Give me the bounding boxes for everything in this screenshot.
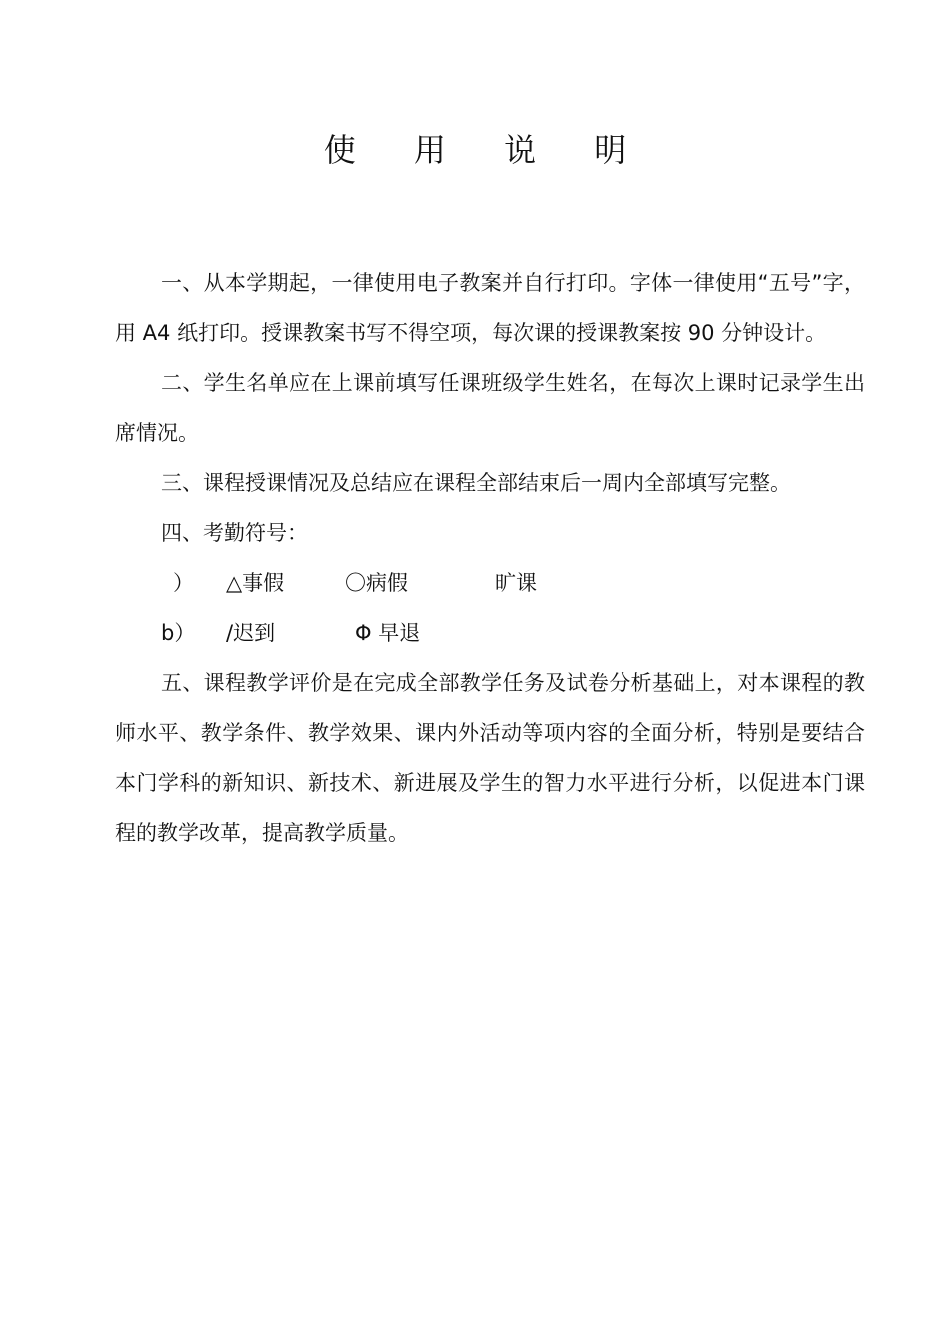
page-title: 使 用 说 明 — [323, 131, 651, 169]
symbol-personal-leave: △事假 — [226, 571, 285, 595]
attendance-symbols-row-a — [115, 558, 865, 608]
symbol-absent: 旷课 — [495, 571, 537, 595]
instruction-item-4: 四、考勤符号： — [161, 521, 308, 545]
symbol-late: /迟到 — [226, 621, 276, 645]
instruction-item-5: 五、课程教学评价是在完成全部教学任务及试卷分析基础上，对本课程的教师水平、教学条件、教学效果、课内外活动等项内容的全面分析，特别是要结合本门学科的新知识、新技术、新进展及学生的智力水平进行分析，以促进本门课程的教学改革，提高教学质量。 — [115, 671, 865, 845]
instructions-body — [115, 258, 865, 858]
instruction-item-2: 二、学生名单应在上课前填写任课班级学生姓名，在每次上课时记录学生出席情况。 — [115, 371, 865, 445]
symbol-row-marker: ） — [173, 571, 194, 595]
symbol-sick-leave: 〇病假 — [345, 571, 408, 595]
attendance-symbols-row-b — [115, 608, 865, 658]
symbol-row-marker: b） — [161, 621, 196, 645]
symbol-early-leave: Φ 早退 — [355, 621, 421, 645]
instruction-item-1: 一、从本学期起，一律使用电子教案并自行打印。字体一律使用“五号”字，用 A4 纸打印。授课教案书写不得空项，每次课的授课教案按 90 分钟设计。 — [115, 271, 865, 345]
instruction-item-3: 三、课程授课情况及总结应在课程全部结束后一周内全部填写完整。 — [161, 471, 791, 495]
